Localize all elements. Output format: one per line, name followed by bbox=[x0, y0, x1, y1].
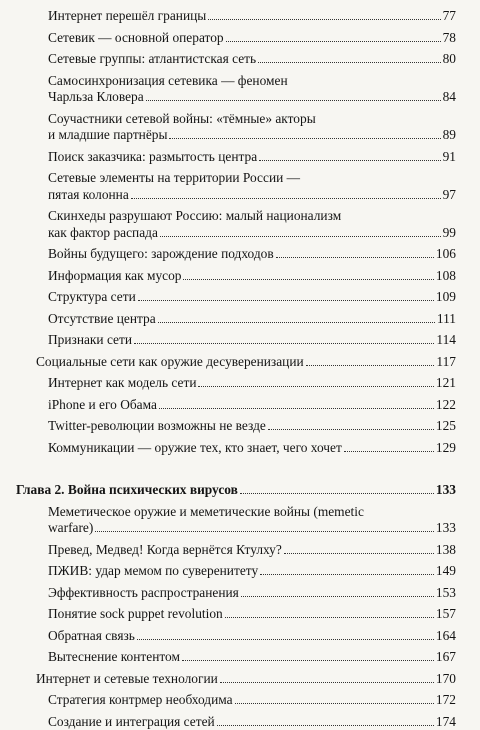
toc-entry bbox=[0, 714, 480, 730]
toc-entry-title: Структура сети bbox=[48, 289, 136, 306]
toc-entry-line bbox=[48, 311, 456, 328]
dot-leader bbox=[182, 660, 434, 661]
toc-entry bbox=[0, 606, 480, 623]
toc-entry-title: Интернет как модель сети bbox=[48, 375, 196, 392]
page-number: 133 bbox=[436, 520, 456, 537]
toc-entry bbox=[0, 504, 480, 537]
toc-entry-line bbox=[48, 418, 456, 435]
toc-entry-line bbox=[16, 482, 456, 499]
dot-leader bbox=[284, 553, 434, 554]
toc-entry-line bbox=[48, 289, 456, 306]
toc-entry-title-line: Скинхеды разрушают Россию: малый национализм bbox=[48, 208, 456, 225]
dot-leader bbox=[235, 703, 434, 704]
page-number: 153 bbox=[436, 585, 456, 602]
toc-entry-line bbox=[36, 354, 456, 371]
dot-leader bbox=[208, 19, 440, 20]
toc-entry-line bbox=[48, 51, 456, 68]
toc-entry-line bbox=[48, 585, 456, 602]
dot-leader bbox=[306, 365, 435, 366]
toc-entry-title: Сетевые группы: атлантистская сеть bbox=[48, 51, 256, 68]
toc-entry-title: пятая колонна bbox=[48, 187, 129, 204]
page-number: 77 bbox=[443, 8, 456, 25]
toc-entry-line bbox=[48, 649, 456, 666]
toc-entry-line bbox=[48, 332, 456, 349]
page-number: 80 bbox=[443, 51, 456, 68]
toc-entry-title: Twitter-революции возможны не везде bbox=[48, 418, 266, 435]
toc-entry bbox=[0, 149, 480, 166]
toc-entry-title: Поиск заказчика: размытость центра bbox=[48, 149, 257, 166]
toc-entry bbox=[0, 8, 480, 25]
dot-leader bbox=[276, 257, 434, 258]
dot-leader bbox=[169, 138, 440, 139]
dot-leader bbox=[344, 451, 434, 452]
toc-entry bbox=[0, 111, 480, 144]
page-number: 114 bbox=[436, 332, 456, 349]
toc-entry bbox=[0, 418, 480, 435]
dot-leader bbox=[159, 408, 434, 409]
page-number: 172 bbox=[436, 692, 456, 709]
toc-chapter-entry bbox=[0, 482, 480, 499]
dot-leader bbox=[259, 160, 440, 161]
toc-entry-line bbox=[48, 440, 456, 457]
toc-entry-line bbox=[48, 187, 456, 204]
page-number: 97 bbox=[443, 187, 456, 204]
dot-leader bbox=[131, 198, 441, 199]
toc-entry-title: iPhone и его Обама bbox=[48, 397, 157, 414]
toc-entry-title: Информация как мусор bbox=[48, 268, 181, 285]
toc-entry-line bbox=[48, 606, 456, 623]
dot-leader bbox=[258, 62, 440, 63]
toc-entry bbox=[0, 208, 480, 241]
toc-entry-title: Понятие sock puppet revolution bbox=[48, 606, 223, 623]
dot-leader bbox=[240, 493, 434, 494]
toc-entry-title: Превед, Медвед! Когда вернётся Ктулху? bbox=[48, 542, 282, 559]
toc-entry-line bbox=[48, 89, 456, 106]
toc-entry bbox=[0, 563, 480, 580]
toc-entry bbox=[0, 649, 480, 666]
toc-entry-title: Вытеснение контентом bbox=[48, 649, 180, 666]
toc-entry-title: Интернет и сетевые технологии bbox=[36, 671, 218, 688]
page-number: 121 bbox=[436, 375, 456, 392]
page-number: 167 bbox=[436, 649, 456, 666]
toc-entry bbox=[0, 671, 480, 688]
toc-entry-title: и младшие партнёры bbox=[48, 127, 167, 144]
toc-entry-line bbox=[48, 246, 456, 263]
page-number: 164 bbox=[436, 628, 456, 645]
toc-entry-title: Эффективность распространения bbox=[48, 585, 239, 602]
toc-entry bbox=[0, 375, 480, 392]
dot-leader bbox=[95, 531, 434, 532]
page-number: 111 bbox=[437, 311, 456, 328]
toc-entry bbox=[0, 30, 480, 47]
toc-entry-title: Глава 2. Война психических вирусов bbox=[16, 482, 238, 499]
dot-leader bbox=[217, 725, 434, 726]
toc-entry bbox=[0, 628, 480, 645]
toc-entry-line bbox=[48, 520, 456, 537]
toc-entry bbox=[0, 73, 480, 106]
dot-leader bbox=[138, 300, 434, 301]
page-number: 157 bbox=[436, 606, 456, 623]
dot-leader bbox=[158, 322, 435, 323]
toc-entry-line bbox=[48, 149, 456, 166]
dot-leader bbox=[134, 343, 434, 344]
toc-entry bbox=[0, 585, 480, 602]
toc-entry bbox=[0, 289, 480, 306]
toc-entry-title: Стратегия контрмер необходима bbox=[48, 692, 233, 709]
toc-entry-title: Сетевик — основной оператор bbox=[48, 30, 224, 47]
page-number: 91 bbox=[443, 149, 456, 166]
dot-leader bbox=[226, 41, 441, 42]
toc-entry-line bbox=[48, 268, 456, 285]
toc-entry-title-line: Сетевые элементы на территории России — bbox=[48, 170, 456, 187]
dot-leader bbox=[220, 682, 434, 683]
toc-entry-line bbox=[48, 375, 456, 392]
page-number: 122 bbox=[436, 397, 456, 414]
toc-entry bbox=[0, 246, 480, 263]
page-number: 174 bbox=[436, 714, 456, 730]
toc-entry-title: Коммуникации — оружие тех, кто знает, чего хочет bbox=[48, 440, 342, 457]
toc-entry-title: Войны будущего: зарождение подходов bbox=[48, 246, 274, 263]
page-number: 170 bbox=[436, 671, 456, 688]
toc-entry bbox=[0, 332, 480, 349]
dot-leader bbox=[137, 639, 434, 640]
page-number: 84 bbox=[443, 89, 456, 106]
toc-entry-line bbox=[48, 225, 456, 242]
page-number: 117 bbox=[436, 354, 456, 371]
page-number: 78 bbox=[443, 30, 456, 47]
toc-entry-line bbox=[36, 671, 456, 688]
page-number: 89 bbox=[443, 127, 456, 144]
page-number: 129 bbox=[436, 440, 456, 457]
toc-entry bbox=[0, 51, 480, 68]
toc-entry bbox=[0, 397, 480, 414]
toc-entry bbox=[0, 311, 480, 328]
toc-entry-title: Признаки сети bbox=[48, 332, 132, 349]
toc-entry-line bbox=[48, 30, 456, 47]
toc-entry-title-line: Соучастники сетевой войны: «тёмные» акторы bbox=[48, 111, 456, 128]
toc-entry-title: Отсутствие центра bbox=[48, 311, 156, 328]
toc-entry bbox=[0, 440, 480, 457]
toc-entry-title-line: Самосинхронизация сетевика — феномен bbox=[48, 73, 456, 90]
toc-entry bbox=[0, 692, 480, 709]
dot-leader bbox=[183, 279, 433, 280]
toc-entry-line bbox=[48, 563, 456, 580]
toc-entry bbox=[0, 268, 480, 285]
page-number: 106 bbox=[436, 246, 456, 263]
toc-entry-line bbox=[48, 8, 456, 25]
toc-entry-line bbox=[48, 714, 456, 730]
toc-entry-title: Создание и интеграция сетей bbox=[48, 714, 215, 730]
dot-leader bbox=[260, 574, 434, 575]
toc-entry-line bbox=[48, 692, 456, 709]
dot-leader bbox=[160, 236, 441, 237]
dot-leader bbox=[268, 429, 434, 430]
toc-entry-line bbox=[48, 397, 456, 414]
page-number: 125 bbox=[436, 418, 456, 435]
page-number: 109 bbox=[436, 289, 456, 306]
dot-leader bbox=[146, 100, 441, 101]
toc-entry-title: warfare) bbox=[48, 520, 93, 537]
toc-entry-title: как фактор распада bbox=[48, 225, 158, 242]
toc-entry-title: ПЖИВ: удар мемом по суверенитету bbox=[48, 563, 258, 580]
dot-leader bbox=[241, 596, 434, 597]
toc-entry bbox=[0, 542, 480, 559]
dot-leader bbox=[225, 617, 434, 618]
page-number: 99 bbox=[443, 225, 456, 242]
toc-entry-line bbox=[48, 542, 456, 559]
toc-entry-line bbox=[48, 628, 456, 645]
page-number: 108 bbox=[436, 268, 456, 285]
table-of-contents bbox=[0, 3, 480, 730]
page-number: 138 bbox=[436, 542, 456, 559]
dot-leader bbox=[198, 386, 433, 387]
toc-entry-title-line: Меметическое оружие и меметические войны (memetic bbox=[48, 504, 456, 521]
toc-entry-line bbox=[48, 127, 456, 144]
toc-entry-title: Интернет перешёл границы bbox=[48, 8, 206, 25]
page-number: 133 bbox=[436, 482, 456, 499]
page-number: 149 bbox=[436, 563, 456, 580]
toc-entry-title: Чарльза Кловера bbox=[48, 89, 144, 106]
toc-entry bbox=[0, 170, 480, 203]
toc-entry-title: Обратная связь bbox=[48, 628, 135, 645]
toc-entry-title: Социальные сети как оружие десуверенизации bbox=[36, 354, 304, 371]
toc-entry bbox=[0, 354, 480, 371]
